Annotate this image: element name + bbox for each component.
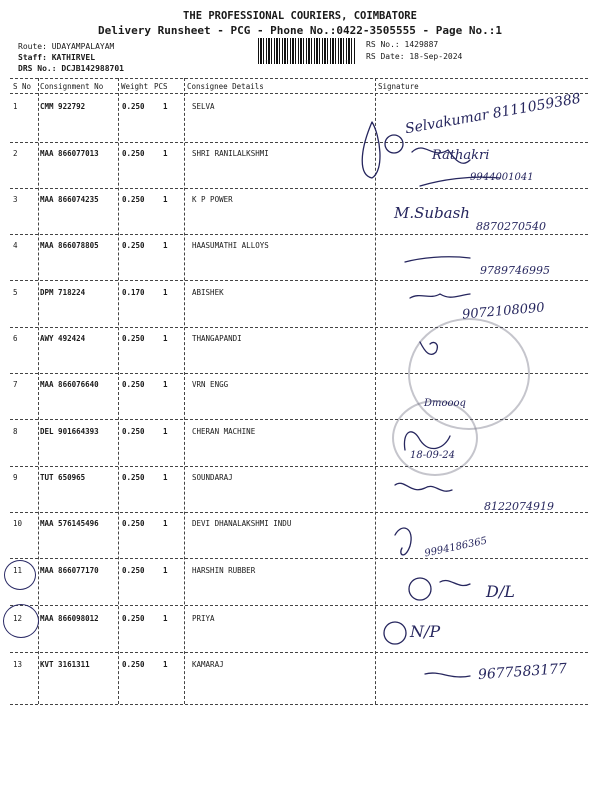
row-sno: 12 [13,614,23,623]
table-bottom-border [10,704,588,705]
handwritten-note: D/L [486,582,515,601]
row-consignee: SELVA [192,102,215,111]
row-sno: 3 [13,195,18,204]
row-weight: 0.250 [122,241,145,250]
handwritten-phone: 8122074919 [484,500,554,513]
handwritten-phone: 8870270540 [476,220,546,233]
row-consignment: KVT 3161311 [40,660,90,669]
row-consignment: MAA 576145496 [40,519,99,528]
row-pcs: 1 [163,566,168,575]
row-weight: 0.250 [122,473,145,482]
col-divider [375,78,376,704]
row-divider [10,558,588,559]
row-pcs: 1 [163,380,168,389]
drs-number: DRS No.: DCJB142988701 [18,64,124,73]
row-sno: 10 [13,519,23,528]
row-weight: 0.250 [122,334,145,343]
row-consignee: THANGAPANDI [192,334,242,343]
row-weight: 0.250 [122,380,145,389]
row-divider [10,605,588,606]
row-weight: 0.250 [122,519,145,528]
header-consignment: Consignment No [40,82,104,91]
row-pcs: 1 [163,473,168,482]
header-weight: Weight [121,82,149,91]
row-consignee: VRN ENGG [192,380,229,389]
company-title: THE PROFESSIONAL COURIERS, COIMBATORE [183,10,417,22]
handwritten-phone: 9994186365 [423,535,489,560]
row-pcs: 1 [163,660,168,669]
handwritten-date: 18-09-24 [410,450,455,461]
row-divider [10,142,588,143]
handwritten-phone: 9789746995 [480,264,550,277]
row-pcs: 1 [163,427,168,436]
row-divider [10,188,588,189]
row-consignment: MAA 866077170 [40,566,99,575]
handwritten-phone: 9944001041 [470,172,534,183]
row-pcs: 1 [163,334,168,343]
row-sno: 11 [13,566,23,575]
row-consignee: SOUNDARAJ [192,473,233,482]
row-consignment: MAA 866077013 [40,149,99,158]
row-pcs: 1 [163,519,168,528]
table-header-border [10,93,588,94]
row-sno: 9 [13,473,18,482]
row-divider [10,234,588,235]
row-consignee: DEVI DHANALAKSHMI INDU [192,519,292,528]
row-sno: 8 [13,427,18,436]
row-pcs: 1 [163,149,168,158]
row-weight: 0.250 [122,660,145,669]
row-consignee: HAASUMATHI ALLOYS [192,241,269,250]
rubber-stamp [392,400,478,476]
row-sno: 7 [13,380,18,389]
handwritten-phone: 9677583177 [477,660,568,684]
row-sno: 1 [13,102,18,111]
ink-circle-mark [3,604,39,638]
header-signature: Signature [378,82,419,91]
row-consignment: MAA 866076640 [40,380,99,389]
row-consignee: PRIYA [192,614,215,623]
row-sno: 4 [13,241,18,250]
runsheet-title: Delivery Runsheet - PCG - Phone No.:0422-3505555 - Page No.:1 [98,24,502,37]
row-consignment: DPM 718224 [40,288,86,297]
row-weight: 0.250 [122,614,145,623]
handwritten-signature: Rathakri [432,148,490,163]
handwritten-signature: Selvakumar 8111059388 [403,90,582,138]
col-divider [38,78,39,704]
row-pcs: 1 [163,241,168,250]
row-consignment: MAA 866098012 [40,614,99,623]
header-pcs: PCS [154,82,168,91]
handwritten-signature: Dmoooq [424,398,466,409]
row-weight: 0.170 [122,288,145,297]
row-weight: 0.250 [122,102,145,111]
row-consignment: AWY 492424 [40,334,86,343]
row-consignee: KAMARAJ [192,660,224,669]
handwritten-phone: 9072108090 [461,300,546,323]
row-pcs: 1 [163,195,168,204]
row-weight: 0.250 [122,427,145,436]
header-consignee: Consignee Details [187,82,264,91]
header-sno: S No [13,82,32,91]
rs-number: RS No.: 1429887 [366,40,439,49]
row-consignee: ABISHEK [192,288,224,297]
row-pcs: 1 [163,102,168,111]
rs-date: RS Date: 18-Sep-2024 [366,52,463,61]
staff-label: Staff: KATHIRVEL [18,53,96,62]
ink-circle-mark [4,560,36,590]
handwritten-note: N/P [410,622,441,641]
row-consignment: DEL 901664393 [40,427,99,436]
row-sno: 6 [13,334,18,343]
row-pcs: 1 [163,288,168,297]
col-divider [184,78,185,704]
row-sno: 13 [13,660,23,669]
handwritten-signature: M.Subash [394,204,470,222]
row-divider [10,652,588,653]
row-weight: 0.250 [122,566,145,575]
col-divider [118,78,119,704]
row-consignee: CHERAN MACHINE [192,427,256,436]
table-top-border [10,78,588,79]
row-weight: 0.250 [122,149,145,158]
row-consignment: TUT 650965 [40,473,86,482]
row-divider [10,280,588,281]
row-consignee: K P POWER [192,195,233,204]
row-consignee: HARSHIN RUBBER [192,566,256,575]
row-sno: 5 [13,288,18,297]
row-divider [10,466,588,467]
row-sno: 2 [13,149,18,158]
row-consignment: MAA 866074235 [40,195,99,204]
row-pcs: 1 [163,614,168,623]
row-consignment: CMM 922792 [40,102,86,111]
row-weight: 0.250 [122,195,145,204]
row-consignment: MAA 866078805 [40,241,99,250]
row-consignee: SHRI RANILALKSHMI [192,149,269,158]
route-label: Route: UDAYAMPALAYAM [18,42,115,51]
barcode [258,38,356,64]
